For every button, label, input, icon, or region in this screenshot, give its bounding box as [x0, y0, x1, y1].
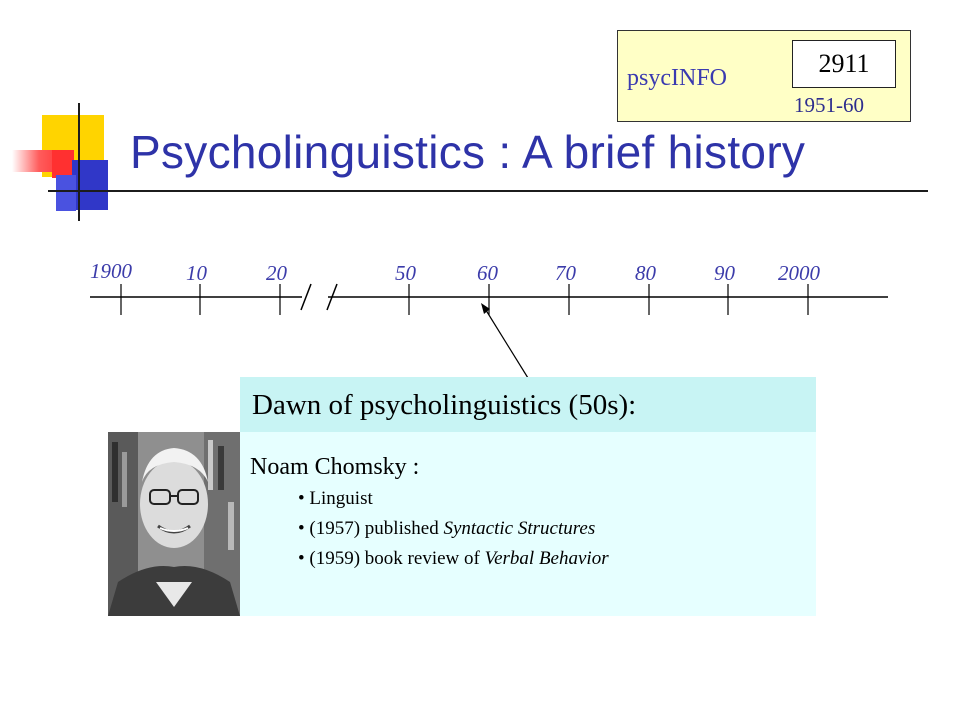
- bullet-text-1: Linguist: [309, 488, 373, 509]
- timeline-label-60: 60: [477, 261, 498, 285]
- bullet-text-2: (1957) published: [309, 518, 444, 539]
- timeline-label-50: 50: [395, 261, 416, 285]
- callout-heading: Dawn of psycholinguistics (50s):: [252, 389, 637, 421]
- bullet-item-1: • Linguist: [298, 488, 373, 509]
- bullet-title-2: Syntactic Structures: [443, 518, 596, 539]
- callout-pointer-line: [484, 307, 528, 378]
- person-name: Noam Chomsky :: [250, 454, 420, 480]
- timeline-label-80: 80: [635, 261, 656, 285]
- bullet-title-3: Verbal Behavior: [484, 548, 609, 569]
- timeline-label-70: 70: [555, 261, 576, 285]
- bullet-item-2: • (1957) published Syntactic Structures: [298, 518, 596, 539]
- timeline-label-10: 10: [186, 261, 207, 285]
- timeline-label-2000: 2000: [778, 261, 820, 285]
- chomsky-photo: [108, 432, 240, 616]
- psycinfo-count: 2911: [792, 40, 896, 88]
- timeline-label-20: 20: [266, 261, 287, 285]
- slide-title: Psycholinguistics : A brief history: [130, 126, 806, 178]
- axis-break-mark-1: [301, 284, 311, 310]
- timeline-label-90: 90: [714, 261, 735, 285]
- callout-heading-bar: [240, 377, 816, 432]
- bullet-text-3: (1959) book review of: [309, 548, 485, 569]
- timeline-label-1900: 1900: [90, 259, 132, 283]
- psycinfo-years: 1951-60: [794, 93, 864, 117]
- bullet-item-3: • (1959) book review of Verbal Behavior: [298, 548, 609, 569]
- psycinfo-label: psycINFO: [627, 65, 727, 91]
